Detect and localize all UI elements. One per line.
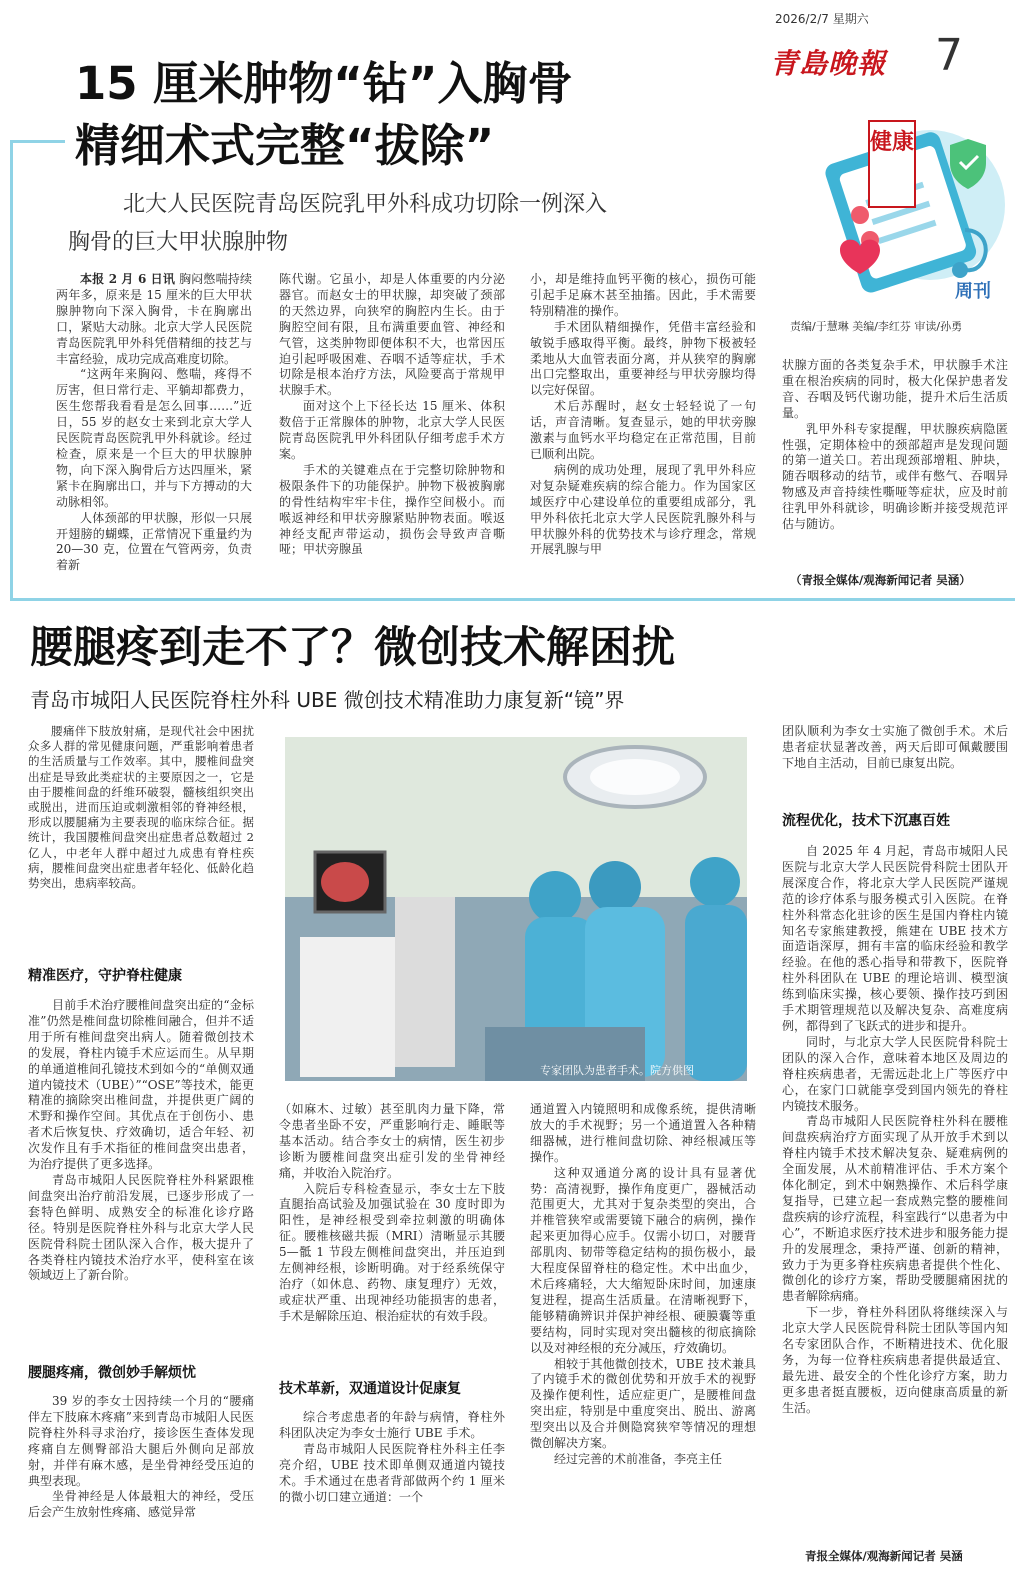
article1-title-line1: 15 厘米肿物“钻”入胸骨	[75, 57, 573, 110]
article1-col3-p2: 手术团队精细操作，凭借丰富经验和敏锐手感取得平衡。最终，肿物下极被轻柔地从大血管表面分离，并从狭窄的胸廓出口完整取出，重要神经与甲状旁腺均得以完好保留。	[530, 319, 756, 398]
article1-subtitle-line2: 胸骨的巨大甲状腺肿物	[68, 230, 289, 255]
article2-mid1-p1: （如麻木、过敏）甚至肌肉力量下降，常令患者坐卧不安，严重影响行走、睡眠等基本活动。结合李女士的病情，医生初步诊断为腰椎间盘突出症引发的坐骨神经痛，并收治入院治疗。	[279, 1102, 505, 1180]
article2-mid2-p1: 通道置入内镜照明和成像系统，提供清晰放大的手术视野；另一个通道置入各种精细器械，进行椎间盘切除、神经根减压等操作。	[530, 1102, 756, 1164]
article2-section-head-3: 技术革新，双通道设计促康复	[279, 1381, 461, 1397]
article2-byline: 青报全媒体/观海新闻记者 吴涵	[805, 1549, 963, 1563]
article2-left-section-2	[28, 1394, 254, 1564]
article1-subtitle	[68, 186, 768, 262]
article1-col3-p3: 术后苏醒时，赵女士轻轻说了一句话，声音清晰。复查显示，她的甲状旁腺激素与血钙水平均稳定在正常范围，目前已顺利出院。	[530, 399, 756, 461]
article1-column-3	[530, 272, 756, 590]
article1-col3-p1: 小，却是维持血钙平衡的核心，损伤可能引起手足麻木甚至抽搐。因此，手术需要特别精准的操作。	[530, 272, 756, 318]
article1-column-1	[56, 272, 252, 590]
article2-r-p5: 下一步，脊柱外科团队将继续深入与北京大学人民医院骨科院士团队等国内知名专家团队合作，不断精进技术、优化服务，为每一位脊柱疾病患者提供最适宜、最先进、最安全的个性化诊疗方案，助力更多患者挺直腰板，迈向健康高质量的新生活。	[782, 1305, 1008, 1415]
article2-r-p3: 同时，与北京大学人民医院骨科院士团队的深入合作，意味着本地区及周边的脊柱疾病患者，无需远赴北上广等医疗中心，在家门口就能享受到国内领先的脊柱内镜技术服务。	[782, 1034, 1008, 1113]
issue-date: 2026/2/7 星期六	[775, 12, 869, 26]
article2-mid-column-1b	[279, 1410, 505, 1560]
article2-r-p1: 团队顺利为李女士实施了微创手术。术后患者症状显著改善，两天后即可佩戴腰围下地自主活动，目前已康复出院。	[782, 724, 1008, 770]
article1-column-2	[279, 272, 505, 590]
article1-col1-p2: “这两年来胸闷、憋喘，疼得不厉害，但日常行走、平躺却都费力，医生您帮我看看是怎么回事……”近日，55 岁的赵女士来到北京大学人民医院青岛医院乳甲外科就诊。经过检查，原来是一个巨大的甲状腺肿物，向下深入胸骨后方达四厘米，紧紧卡在胸廓出口，并与下方搏动的大动脉相邻。	[56, 367, 252, 509]
article2-mid1-p2: 入院后专科检查显示，李女士左下肢直腿抬高试验及加强试验在 30 度时即为阳性，是神经根受到牵拉刺激的明确体征。腰椎核磁共振（MRI）清晰显示其腰 5—骶 1 节段左侧椎间盘突出，并压迫到左侧神经根，诊断明确。对于经系统保守治疗（如休息、药物、康复理疗）无效，或症状严重、出现神经功能损害的患者，手术是解除压迫、根治症状的有效手段。	[279, 1181, 505, 1323]
photo-caption: 专家团队为患者手术。院方供图	[540, 1064, 694, 1077]
weekly-label: 周刊	[955, 281, 991, 302]
article-separator	[10, 598, 1015, 601]
article1-col4-p2: 乳甲外科专家提醒，甲状腺疾病隐匿性强，定期体检中的颈部超声是发现问题的第一道关口。若出现颈部增粗、肿块，随吞咽移动的结节，或伴有憋气、吞咽异物感及声音持续性嘶哑等症状，应及时前往乳甲外科就诊，明确诊断并接受规范评估与随访。	[782, 421, 1008, 532]
editor-credits: 责编/于慧琳 美编/李红芬 审读/孙勇	[790, 320, 963, 333]
article1-top-rule	[10, 140, 65, 143]
article2-subtitle: 青岛市城阳人民医院脊柱外科 UBE 微创技术精准助力康复新“镜”界	[30, 688, 625, 712]
article1-col2-p2: 面对这个上下径长达 15 厘米、体积数倍于正常腺体的肿物，北京大学人民医院青岛医院乳甲外科团队仔细考虑手术方案。	[279, 399, 505, 461]
article2-title: 腰腿疼到走不了？微创技术解困扰	[30, 623, 675, 673]
article2-s1-p2: 青岛市城阳人民医院脊柱外科紧跟椎间盘突出治疗前沿发展，已逐步形成了一套特色鲜明、成熟安全的标准化诊疗路径。特别是医院脊柱外科与北京大学人民医院骨科院士团队深入合作，极大提升了各类脊柱内镜技术治疗水平，使科室在该领域迈上了新台阶。	[28, 1172, 254, 1283]
article2-right-top	[782, 724, 1008, 794]
article2-left-section-1	[28, 998, 254, 1348]
article1-col4-p1: 状腺方面的各类复杂手术，甲状腺手术注重在根治疾病的同时，极大化保护患者发音、吞咽及钙代谢功能，提升术后生活质量。	[782, 358, 1008, 420]
page-number: 7	[935, 30, 963, 81]
article2-intro	[28, 724, 254, 964]
article1-column-4	[782, 358, 1008, 566]
article2-section-head-2: 腰腿疼痛，微创妙手解烦忧	[28, 1365, 196, 1381]
article2-mid1-p4: 青岛市城阳人民医院脊柱外科主任李亮介绍，UBE 技术即单侧双通道内镜技术。手术通过在患者背部做两个约 1 厘米的微小切口建立通道：一个	[279, 1441, 505, 1504]
article2-s2-p2: 坐骨神经是人体最粗大的神经，受压后会产生放射性疼痛、感觉异常	[28, 1489, 254, 1520]
article2-mid-column-1	[279, 1102, 505, 1372]
article1-title	[75, 53, 765, 177]
article2-mid2-p4: 经过完善的术前准备，李亮主任	[554, 1451, 723, 1466]
article2-mid1-p3: 综合考虑患者的年龄与病情，脊柱外科团队决定为李女士施行 UBE 手术。	[279, 1410, 505, 1440]
article1-byline: （青报全媒体/观海新闻记者 吴涵）	[790, 573, 971, 587]
article1-col1-text: 胸闷憋喘持续两年多，原来是 15 厘米的巨大甲状腺肿物向下深入胸骨，卡在胸廓出口，紧贴大动脉。北京大学人民医院青岛医院乳甲外科凭借精细的技艺与丰富经验，成功完成高难度切除。	[56, 272, 252, 366]
surgery-photo	[285, 737, 747, 1081]
article2-section-head-1: 精准医疗，守护脊柱健康	[28, 968, 182, 984]
article2-s2-p1: 39 岁的李女士因持续一个月的“腰痛伴左下肢麻木疼痛”来到青岛市城阳人民医院脊柱外科寻求治疗，接诊医生查体发现疼痛自左侧臀部沿大腿后外侧向足部放射，并伴有麻木感，是坐骨神经受压迫的典型表现。	[28, 1394, 254, 1488]
article2-s1-p1: 目前手术治疗腰椎间盘突出症的“金标准”仍然是椎间盘切除椎间融合，但并不适用于所有椎间盘突出病人。随着微创技术的发展，脊柱内镜手术应运而生。从早期的单通道椎间孔镜技术到如今的“单侧双通道内镜技术（UBE）”“OSE”等技术，能更精准的摘除突出椎间盘，并提供更广阔的术野和操作空间。其优点在于创伤小、患者术后恢复快、疗效确切，适合年轻、初次发作且有手术指征的椎间盘突出患者，为治疗提供了更多选择。	[28, 998, 254, 1172]
article1-dateline: 本报 2 月 6 日讯	[80, 272, 176, 286]
article2-intro-text: 腰痛伴下肢放射痛，是现代社会中困扰众多人群的常见健康问题，严重影响着患者的生活质量与工作效率。其中，腰椎间盘突出症是导致此类症状的主要原因之一，它是由于腰椎间盘的纤维环破裂，髓核组织突出或脱出，进而压迫或刺激相邻的脊神经根，形成以腰腿痛为主要表现的临床综合征。据统计，我国腰椎间盘突出症患者总数超过 2 亿人，中老年人群中超过九成患有脊柱疾病，腰椎间盘突出症患者年轻化、低龄化趋势突出，患病率较高。	[28, 724, 254, 891]
article2-mid2-p3: 相较于其他微创技术，UBE 技术兼具了内镜手术的微创优势和开放手术的视野及操作便利性，适应症更广，是腰椎间盘突出症，特别是中重度突出、脱出、游离型突出以及合并侧隐窝狭窄等情况的理想微创解决方案。	[530, 1356, 756, 1451]
newspaper-masthead: 青島晚報	[770, 47, 887, 80]
article2-right-column	[782, 844, 1008, 1522]
article1-subtitle-line1: 北大人民医院青岛医院乳甲外科成功切除一例深入	[123, 192, 608, 217]
article2-section-head-4: 流程优化，技术下沉惠百姓	[782, 813, 950, 829]
article1-title-line2: 精细术式完整“拔除”	[75, 119, 495, 172]
article2-mid2-p2: 这种双通道分离的设计具有显著优势：高清视野，操作角度更广，器械活动范围更大，尤其对于复杂类型的突出，合并椎管狭窄或需要镜下融合的病例，操作起来更加得心应手。仅需小切口，对腰背部肌肉、韧带等稳定结构的损伤极小，最大程度保留脊柱的稳定性。术中出血少，术后疼痛轻，大大缩短卧床时间，加速康复进程，提高生活质量。在清晰视野下，能够精确辨识并保护神经根、硬膜囊等重要结构，同时实现对突出髓核的彻底摘除以及对神经根的充分减压，疗效确切。	[530, 1165, 756, 1355]
article2-r-p4: 青岛市城阳人民医院脊柱外科在腰椎间盘疾病治疗方面实现了从开放手术到以脊柱内镜手术技术解决复杂、疑难病例的全面发展，从术前精准评估、手术方案个体化制定，到术中娴熟操作、术后科学康复指导，已建立起一套成熟完整的腰椎间盘疾病的诊疗流程，科室践行“以患者为中心”，不断追求医疗技术进步和服务能力提升的发展理念，秉持严谨、创新的精神，致力于为更多脊柱疾病患者提供个性化、微创化的诊疗方案，帮助受腰腿痛困扰的患者解除病痛。	[782, 1114, 1008, 1304]
article2-mid-column-2	[530, 1102, 756, 1564]
health-section-badge: 健康	[868, 120, 916, 208]
article1-col3-p4: 病例的成功处理，展现了乳甲外科应对复杂疑难疾病的综合能力。作为国家区域医疗中心建设单位的重要组成部分，乳甲外科依托北京大学人民医院乳腺外科与甲状腺外科的优势技术与诊疗理念，常规开展乳腺与甲	[530, 462, 756, 557]
article1-col2-p3: 手术的关键难点在于完整切除肿物和极限条件下的功能保护。肿物下极被胸廓的骨性结构牢牢卡住，操作空间极小。而喉返神经和甲状旁腺紧贴肿物表面。喉返神经支配声带运动，损伤会导致声音嘶哑；甲状旁腺虽	[279, 462, 505, 557]
article1-side-rule	[10, 140, 13, 600]
article1-col2-p1: 陈代谢。它虽小，却是人体重要的内分泌器官。而赵女士的甲状腺，却突破了颈部的天然边界，向狭窄的胸腔内生长。由于胸腔空间有限，且布满重要血管、神经和气管，这类肿物即便体积不大，也常因压迫引起呼吸困难、吞咽不适等症状，手术切除是根本治疗方法，风险要高于常规甲状腺手术。	[279, 272, 505, 398]
article2-r-p2: 自 2025 年 4 月起，青岛市城阳人民医院与北京大学人民医院骨科院士团队开展深度合作，将北京大学人民医院严谨规范的诊疗体系与服务模式引入医院。在脊柱外科常态化驻诊的医生是国内脊柱内镜知名专家熊建教授，熊建在 UBE 技术方面造诣深厚，拥有丰富的临床经验和教学经验。在他的悉心指导和带教下，医院脊柱外科团队在 UBE 的理论培训、模型演练到临床实操，核心要领、操作技巧到困手术期管理规范以及解决复杂、高难度病例，都得到了飞跃式的进步和提升。	[782, 844, 1008, 1033]
article1-col1-p3: 人体颈部的甲状腺，形似一只展开翅膀的蝴蝶，正常情况下重量约为 20—30 克，位置在气管两旁，负责着新	[56, 510, 252, 573]
